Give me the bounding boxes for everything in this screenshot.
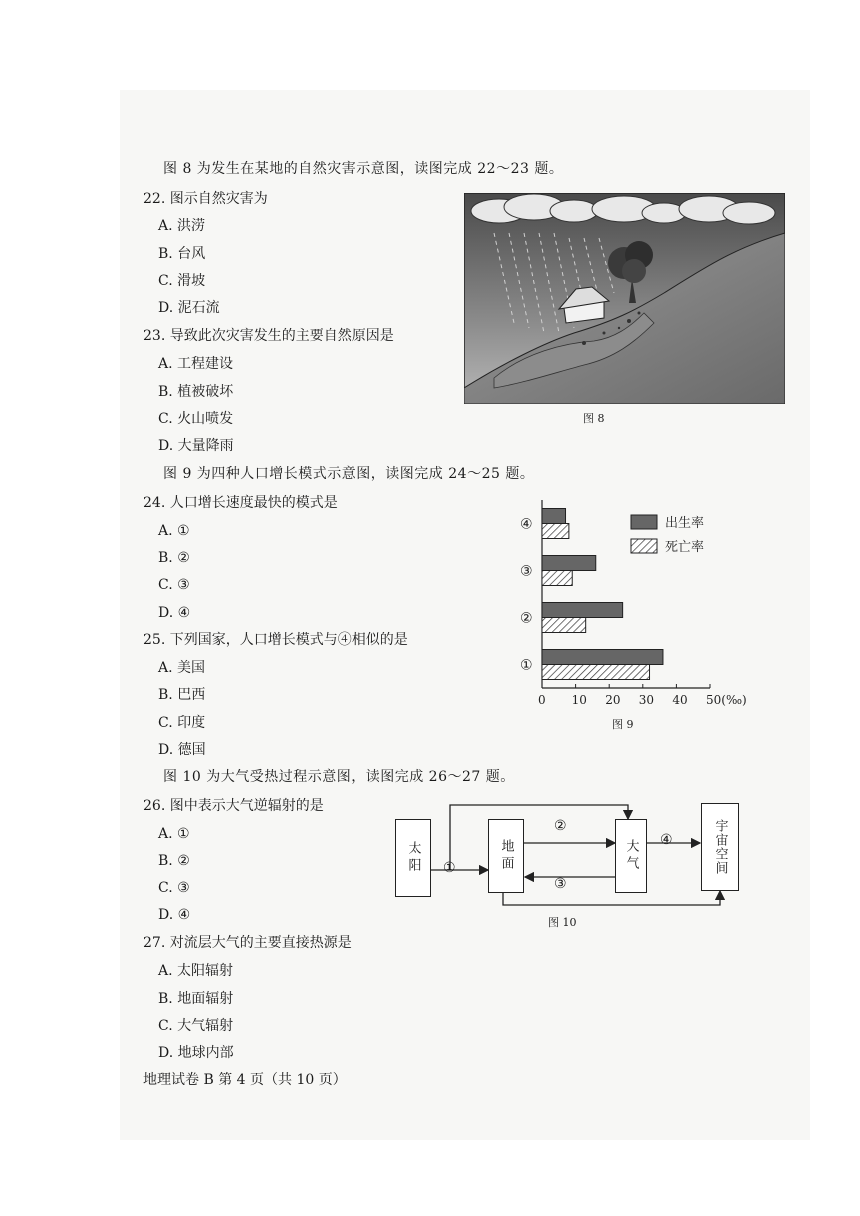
q27-option-d: D. 地球内部 xyxy=(158,1045,234,1061)
q23-option-a: A. 工程建设 xyxy=(158,356,234,372)
bar-birth-rate xyxy=(542,556,596,571)
fig9-caption: 图 9 xyxy=(612,718,634,731)
q23-option-c: C. 火山喷发 xyxy=(158,411,234,427)
q25-stem: 25. 下列国家，人口增长模式与④相似的是 xyxy=(143,632,408,648)
q27-option-b: B. 地面辐射 xyxy=(158,991,234,1007)
q25-option-a: A. 美国 xyxy=(158,660,206,676)
bar-death-rate xyxy=(542,665,650,680)
intro-fig9: 图 9 为四种人口增长模式示意图，读图完成 24～25 题。 xyxy=(163,466,535,482)
q27-option-c: C. 大气辐射 xyxy=(158,1018,234,1034)
legend-label-death: 死亡率 xyxy=(665,540,705,555)
q23-stem: 23. 导致此次灾害发生的主要自然原因是 xyxy=(143,328,394,344)
q25-option-b: B. 巴西 xyxy=(158,687,206,703)
bar-birth-rate xyxy=(542,603,623,618)
space-box xyxy=(701,803,739,891)
q22-option-a: A. 洪涝 xyxy=(158,218,206,234)
intro-fig10: 图 10 为大气受热过程示意图，读图完成 26～27 题。 xyxy=(163,769,515,785)
q22-option-c: C. 滑坡 xyxy=(158,273,206,289)
q27-option-a: A. 太阳辐射 xyxy=(158,963,234,979)
q22-stem: 22. 图示自然灾害为 xyxy=(143,191,268,207)
population-growth-chart xyxy=(505,495,765,715)
q24-option-d: D. ④ xyxy=(158,605,191,621)
bar-birth-rate xyxy=(542,509,566,524)
q27-stem: 27. 对流层大气的主要直接热源是 xyxy=(143,935,352,951)
q25-option-c: C. 印度 xyxy=(158,715,206,731)
q26-option-c: C. ③ xyxy=(158,880,190,896)
legend-swatch-birth xyxy=(631,515,657,529)
category-label: ① xyxy=(520,657,533,674)
x-tick-label: 30 xyxy=(638,693,655,707)
ground-box xyxy=(488,819,524,893)
page-footer: 地理试卷 B 第 4 页（共 10 页） xyxy=(143,1072,347,1088)
fig8-caption: 图 8 xyxy=(583,412,605,425)
q24-option-a: A. ① xyxy=(158,523,190,539)
q22-option-d: D. 泥石流 xyxy=(158,300,220,316)
q26-option-a: A. ① xyxy=(158,826,190,842)
x-tick-label: 50(‰) xyxy=(706,693,747,707)
q22-option-b: B. 台风 xyxy=(158,246,206,262)
sun-box xyxy=(395,819,431,897)
x-tick-label: 20 xyxy=(605,693,621,707)
category-label: ③ xyxy=(520,563,533,580)
arrow-2-label: ② xyxy=(554,818,567,834)
legend-label-birth: 出生率 xyxy=(665,516,705,531)
q26-stem: 26. 图中表示大气逆辐射的是 xyxy=(143,798,324,814)
category-label: ④ xyxy=(520,516,533,533)
q26-option-b: B. ② xyxy=(158,853,190,869)
heating-arrows xyxy=(395,795,740,915)
landslide-illustration xyxy=(464,193,785,404)
q24-stem: 24. 人口增长速度最快的模式是 xyxy=(143,495,338,511)
x-tick-label: 10 xyxy=(571,693,587,707)
category-label: ② xyxy=(520,610,533,627)
arrow-4-label: ④ xyxy=(660,832,673,848)
bar-death-rate xyxy=(542,618,586,633)
x-tick-label: 40 xyxy=(672,693,688,707)
q23-option-d: D. 大量降雨 xyxy=(158,438,234,454)
intro-fig8: 图 8 为发生在某地的自然灾害示意图，读图完成 22～23 题。 xyxy=(163,161,564,177)
arrow-1-label: ① xyxy=(443,860,456,876)
space-label: 宇宙空间 xyxy=(712,819,728,875)
atmosphere-box xyxy=(615,819,647,893)
q26-option-d: D. ④ xyxy=(158,907,191,923)
legend-swatch-death xyxy=(631,539,657,553)
q23-option-b: B. 植被破坏 xyxy=(158,384,234,400)
sun-label: 太阳 xyxy=(405,841,421,875)
q24-option-b: B. ② xyxy=(158,550,190,566)
q25-option-d: D. 德国 xyxy=(158,742,206,758)
arrow-3-label: ③ xyxy=(554,876,567,892)
fig10-caption: 图 10 xyxy=(548,916,577,929)
atmosphere-label: 大气 xyxy=(623,839,639,873)
x-tick-label: 0 xyxy=(538,693,546,707)
q24-option-c: C. ③ xyxy=(158,577,190,593)
bar-death-rate xyxy=(542,571,572,586)
bar-death-rate xyxy=(542,524,569,539)
bar-birth-rate xyxy=(542,650,663,665)
ground-label: 地面 xyxy=(498,839,514,873)
